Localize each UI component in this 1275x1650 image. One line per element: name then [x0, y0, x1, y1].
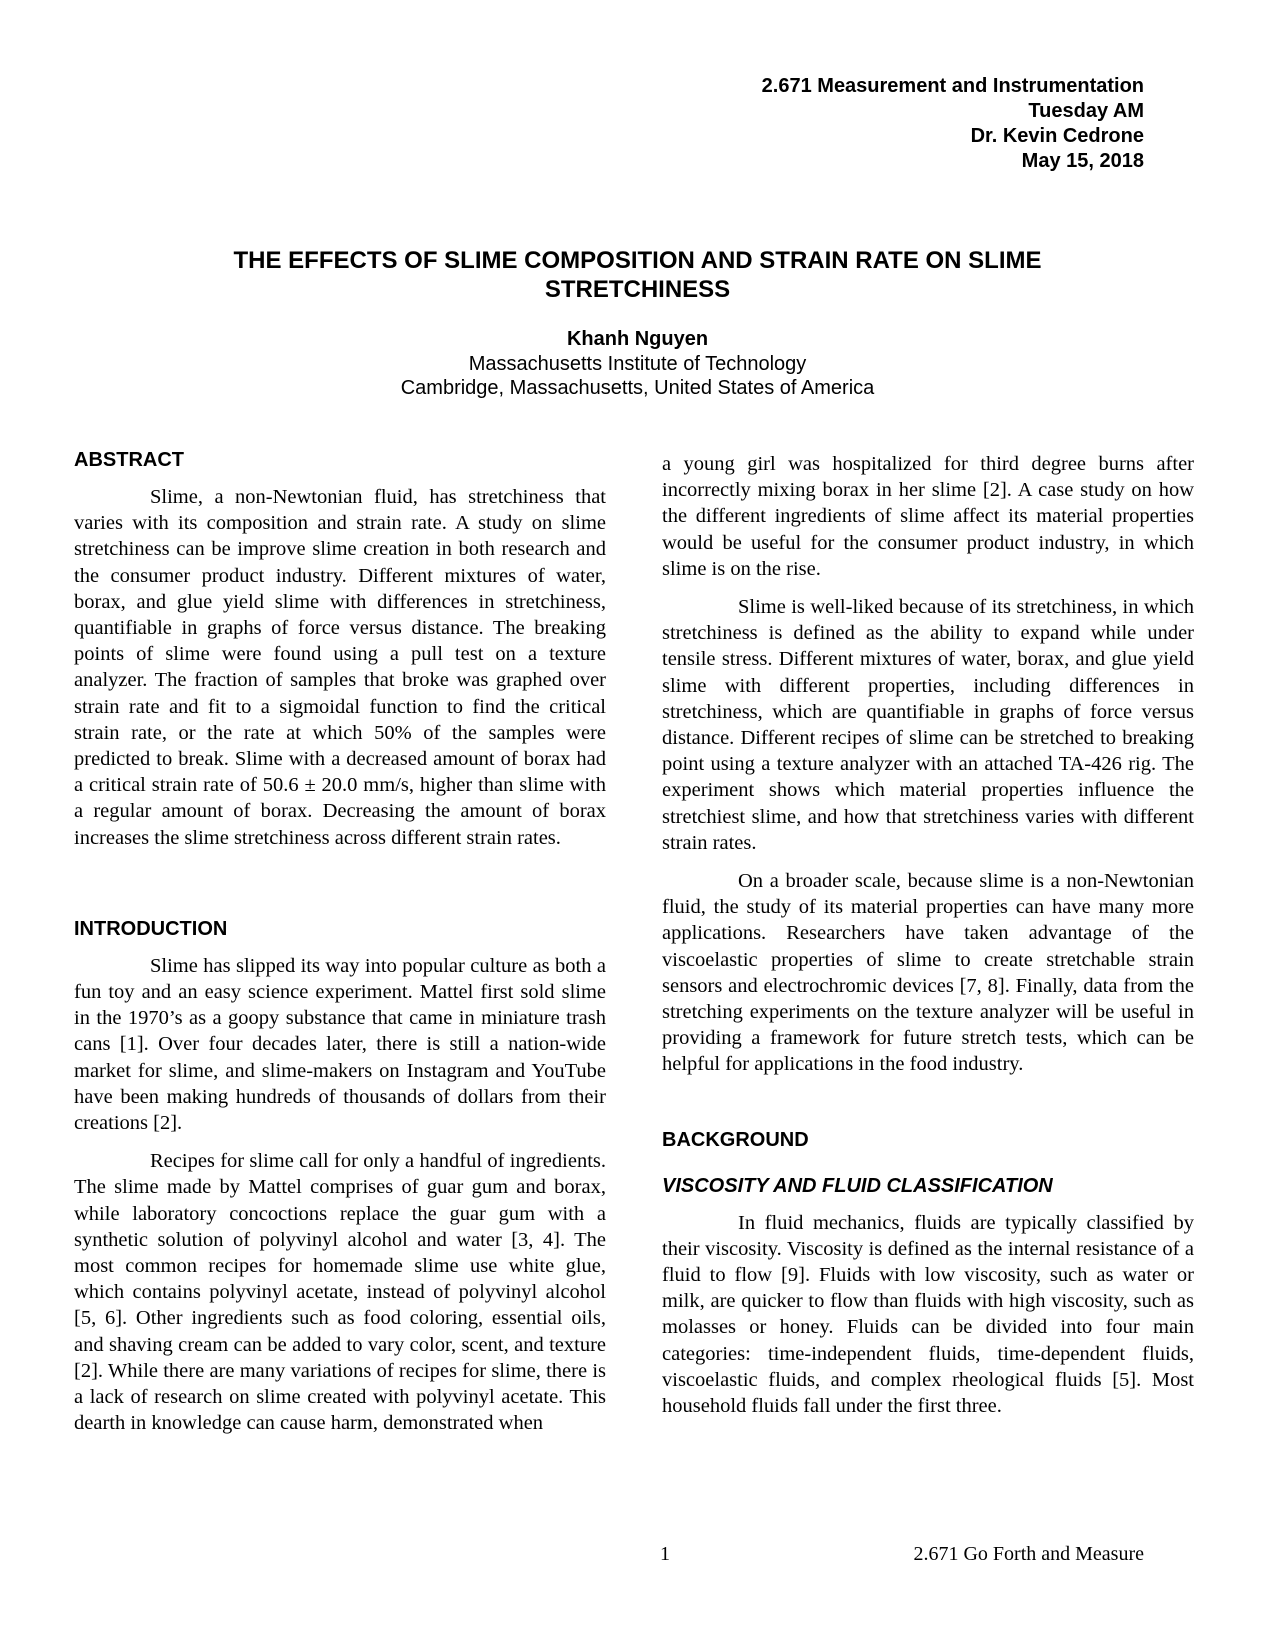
- introduction-paragraph-4: On a broader scale, because slime is a non-Newtonian fluid, the study of its material properties can have many more applications. Researchers have taken advantage of the viscoelastic properties of slime to create stretchable strain sensors and electrochromic devices [7, 8]. Finally, data from the stretching experiments on the texture analyzer will be useful in providing a framework for future stretch tests, which can be helpful for applications in the food industry.: [662, 870, 1194, 1076]
- abstract-heading: ABSTRACT: [74, 449, 184, 471]
- course-session: Tuesday AM: [1028, 100, 1144, 122]
- viscosity-subheading: VISCOSITY AND FLUID CLASSIFICATION: [662, 1174, 1053, 1197]
- paper-title: THE EFFECTS OF SLIME COMPOSITION AND STRAIN RATE ON SLIME STRETCHINESS: [233, 247, 1042, 303]
- introduction-paragraph-2-continued: a young girl was hospitalized for third degree burns after incorrectly mixing borax in her slime [2]. A case study on how the different ingredients of slime affect its material properties would be useful for the consumer product industry, in which slime is on the rise.: [662, 453, 1194, 580]
- section-spacer: [74, 863, 606, 917]
- introduction-paragraph-1: Slime has slipped its way into popular culture as both a fun toy and an easy science experiment. Mattel first sold slime in the 1970’s as a goopy substance that came in miniature trash cans [1]. Over four decades later, there is still a nation-wide market for slime, and slime-makers on Instagram and YouTube have been making hundreds of thousands of dollars from their creations [2].: [74, 954, 606, 1135]
- left-column: [74, 448, 606, 1449]
- page-number: 1: [660, 1543, 670, 1565]
- abstract-text: Slime, a non-Newtonian fluid, has stretchiness that varies with its composition and strain rate. A study on slime stretchiness can be improve slime creation in both research and the consumer product industry. Different mixtures of water, borax, and glue yield slime with differences in stretchiness, quantifiable in graphs of force versus distance. The breaking points of slime were found using a pull test on a texture analyzer. The fraction of samples that broke was graphed over strain rate and fit to a sigmoidal function to find the critical strain rate, or the rate at which 50% of the samples were predicted to break. Slime with a decreased amount of borax had a critical strain rate of 50.6 ± 20.0 mm/s, higher than slime with a regular amount of borax. Decreasing the amount of borax increases the slime stretchiness across different strain rates.: [74, 486, 606, 849]
- introduction-paragraph-3: Slime is well-liked because of its stretchiness, in which stretchiness is defined as the ability to expand while under tensile stress. Different mixtures of water, borax, and glue yield slime with different properties, including differences in stretchiness, which are quantifiable in graphs of force versus distance. Different recipes of slime can be stretched to breaking point using a texture analyzer with an attached TA-426 rig. The experiment shows which material properties influence the stretchiest slime, and how that stretchiness varies with different strain rates.: [662, 596, 1194, 854]
- background-paragraph-1: In fluid mechanics, fluids are typically classified by their viscosity. Viscosity is defined as the internal resistance of a fluid to flow [9]. Fluids with low viscosity, such as water or milk, are quicker to flow than fluids with high viscosity, such as molasses or honey. Fluids can be divided into four main categories: time-independent fluids, time-dependent fluids, viscoelastic fluids, and complex rheological fluids [5]. Most household fluids fall under the first three.: [662, 1211, 1194, 1418]
- author-location: Cambridge, Massachusetts, United States of America: [400, 377, 875, 399]
- instructor-name: Dr. Kevin Cedrone: [970, 125, 1144, 147]
- author-institution: Massachusetts Institute of Technology: [468, 353, 807, 375]
- background-heading: BACKGROUND: [662, 1128, 809, 1151]
- title-block: [100, 246, 1175, 400]
- footer-series: 2.671 Go Forth and Measure: [913, 1543, 1144, 1565]
- course-info: [762, 74, 1144, 174]
- right-column: [662, 451, 1194, 1431]
- paper-date: May 15, 2018: [1021, 150, 1144, 172]
- author-name: Khanh Nguyen: [566, 328, 709, 350]
- course-name: 2.671 Measurement and Instrumentation: [761, 75, 1144, 97]
- introduction-heading: INTRODUCTION: [74, 917, 228, 940]
- section-spacer: [662, 1090, 1194, 1128]
- introduction-paragraph-2: Recipes for slime call for only a handful of ingredients. The slime made by Mattel comprises of guar gum and borax, while laboratory concoctions replace the guar gum with a synthetic solution of polyvinyl alcohol and water [3, 4]. The most common recipes for homemade slime use white glue, which contains polyvinyl acetate, instead of polyvinyl alcohol [5, 6]. Other ingredients such as food coloring, essential oils, and shaving cream can be added to vary color, scent, and texture [2]. While there are many variations of recipes for slime, there is a lack of research on slime created with polyvinyl acetate. This dearth in knowledge can cause harm, demonstrated when: [74, 1150, 606, 1435]
